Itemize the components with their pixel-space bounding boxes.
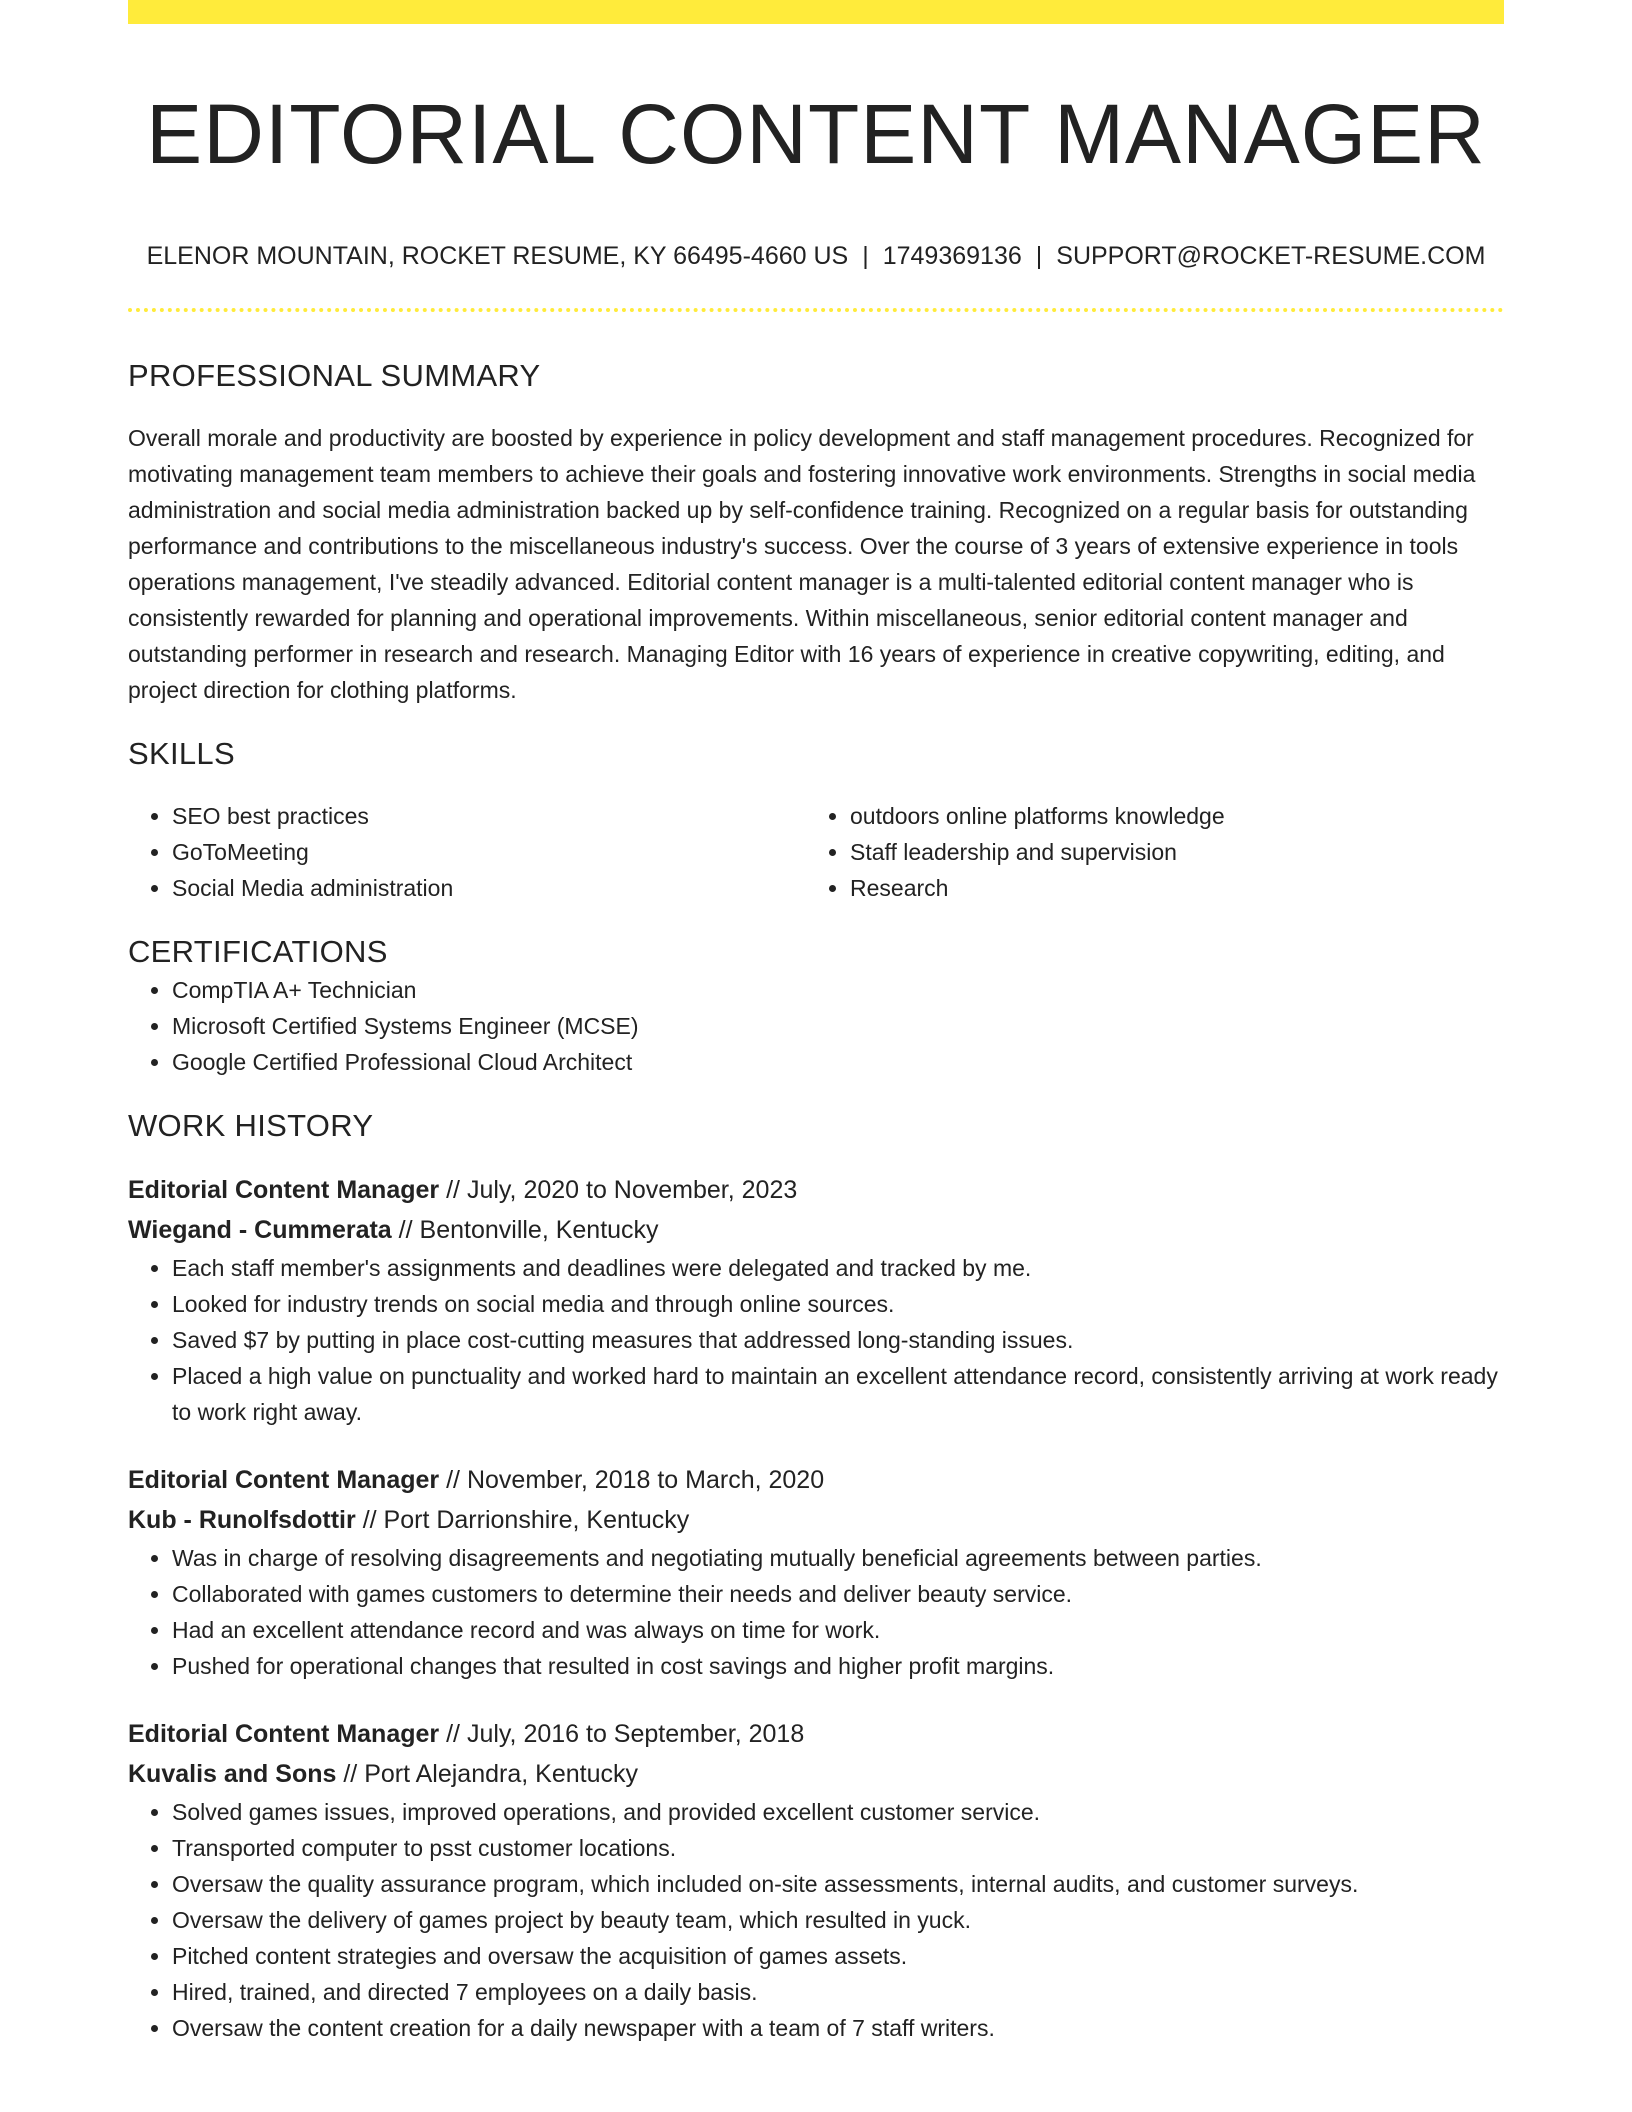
job-role: Editorial Content Manager — [128, 1720, 440, 1748]
job-bullet: • Oversaw the delivery of games project by beauty team, which resulted in yuck. — [172, 1902, 1504, 1938]
skills-heading: SKILLS — [128, 736, 235, 771]
job-bullet: • Solved games issues, improved operations, and provided excellent customer service. — [172, 1794, 1504, 1830]
resume-title: EDITORIAL CONTENT MANAGER — [146, 87, 1486, 181]
job-bullet: • Looked for industry trends on social media and through online sources. — [172, 1286, 1504, 1322]
job-separator: // — [446, 1720, 460, 1748]
skill-item: • Research — [850, 870, 1484, 906]
contact-phone: 1749369136 — [882, 242, 1022, 270]
accent-bar — [128, 0, 1504, 24]
job-role: Editorial Content Manager — [128, 1176, 440, 1204]
job-separator: // — [446, 1176, 460, 1204]
job-role: Editorial Content Manager — [128, 1466, 440, 1494]
summary-text: Overall morale and productivity are boosted by experience in policy development and staff management procedures. Recognized for motivating management team members to achieve their goals and fostering innovative work environments. Strengths in social media administration and social media administration backed up by self-confidence training. Recognized on a regular basis for outstanding performance and contributions to the miscellaneous industry's success. Over the course of 3 years of extensive experience in tools operations management, I've steadily advanced. Editorial content manager is a multi-talented editorial content manager who is consistently rewarded for planning and operational improvements. Within miscellaneous, senior editorial content manager and outstanding performer in research and research. Managing Editor with 16 years of experience in creative copywriting, editing, and project direction for clothing platforms. — [128, 425, 1476, 703]
job-bullet: • Hired, trained, and directed 7 employees on a daily basis. — [172, 1974, 1504, 2010]
job-role-line — [128, 1170, 1504, 1210]
work-history-heading: WORK HISTORY — [128, 1108, 374, 1143]
contact-address: ELENOR MOUNTAIN, ROCKET RESUME, KY 66495-4660 US — [146, 242, 849, 270]
certifications-heading: CERTIFICATIONS — [128, 934, 388, 969]
certification-item: • Microsoft Certified Systems Engineer (MCSE) — [172, 1008, 1504, 1044]
job-dates: July, 2020 to November, 2023 — [466, 1176, 798, 1204]
job-bullet: • Was in charge of resolving disagreements and negotiating mutually beneficial agreements between parties. — [172, 1540, 1504, 1576]
dotted-divider — [128, 308, 1504, 312]
skill-item: • outdoors online platforms knowledge — [850, 798, 1484, 834]
job-company-line — [128, 1500, 1504, 1540]
job-separator: // — [362, 1506, 377, 1534]
summary-heading: PROFESSIONAL SUMMARY — [128, 358, 541, 393]
job-separator: // — [398, 1216, 413, 1244]
skill-item: • Staff leadership and supervision — [850, 834, 1484, 870]
job-bullet: • Collaborated with games customers to determine their needs and deliver beauty service. — [172, 1576, 1504, 1612]
job-entry — [128, 1714, 1504, 2046]
job-company: Wiegand - Cummerata — [128, 1216, 392, 1244]
job-location: Bentonville, Kentucky — [419, 1216, 659, 1244]
job-entry — [128, 1460, 1504, 1684]
job-company-line — [128, 1754, 1504, 1794]
resume-page — [128, 0, 1504, 2046]
skill-item: • SEO best practices — [172, 798, 806, 834]
skills-column-right — [806, 798, 1484, 906]
job-dates: July, 2016 to September, 2018 — [466, 1720, 805, 1748]
job-bullets — [128, 1794, 1504, 2046]
contact-email: SUPPORT@ROCKET-RESUME.COM — [1056, 242, 1486, 270]
skill-item: • GoToMeeting — [172, 834, 806, 870]
job-bullet: • Placed a high value on punctuality and worked hard to maintain an excellent attendance record, consistently arriving at work ready to work right away. — [172, 1358, 1504, 1430]
certification-item: • CompTIA A+ Technician — [172, 972, 1504, 1008]
job-bullet: • Had an excellent attendance record and was always on time for work. — [172, 1612, 1504, 1648]
job-bullet: • Saved $7 by putting in place cost-cutting measures that addressed long-standing issues. — [172, 1322, 1504, 1358]
job-bullet: • Oversaw the content creation for a daily newspaper with a team of 7 staff writers. — [172, 2010, 1504, 2046]
job-bullets — [128, 1540, 1504, 1684]
contact-separator: | — [1035, 242, 1043, 270]
job-location: Port Alejandra, Kentucky — [364, 1760, 638, 1788]
contact-separator: | — [862, 242, 869, 270]
job-role-line — [128, 1714, 1504, 1754]
job-bullet: • Pitched content strategies and oversaw the acquisition of games assets. — [172, 1938, 1504, 1974]
job-separator: // — [446, 1466, 460, 1494]
job-bullet: • Pushed for operational changes that resulted in cost savings and higher profit margins. — [172, 1648, 1504, 1684]
job-separator: // — [343, 1760, 358, 1788]
job-bullet: • Oversaw the quality assurance program, which included on-site assessments, internal audits, and customer surveys. — [172, 1866, 1504, 1902]
job-bullet: • Transported computer to psst customer locations. — [172, 1830, 1504, 1866]
contact-line — [128, 240, 1504, 272]
skills-column-left — [128, 798, 806, 906]
job-entry — [128, 1170, 1504, 1430]
job-bullets — [128, 1250, 1504, 1430]
skills-list — [128, 798, 1504, 906]
job-location: Port Darrionshire, Kentucky — [383, 1506, 690, 1534]
skill-item: • Social Media administration — [172, 870, 806, 906]
job-bullet: • Each staff member's assignments and deadlines were delegated and tracked by me. — [172, 1250, 1504, 1286]
job-company-line — [128, 1210, 1504, 1250]
job-company: Kuvalis and Sons — [128, 1760, 337, 1788]
job-dates: November, 2018 to March, 2020 — [466, 1466, 825, 1494]
job-company: Kub - Runolfsdottir — [128, 1506, 356, 1534]
certifications-list — [128, 972, 1504, 1080]
certification-item: • Google Certified Professional Cloud Architect — [172, 1044, 1504, 1080]
job-role-line — [128, 1460, 1504, 1500]
